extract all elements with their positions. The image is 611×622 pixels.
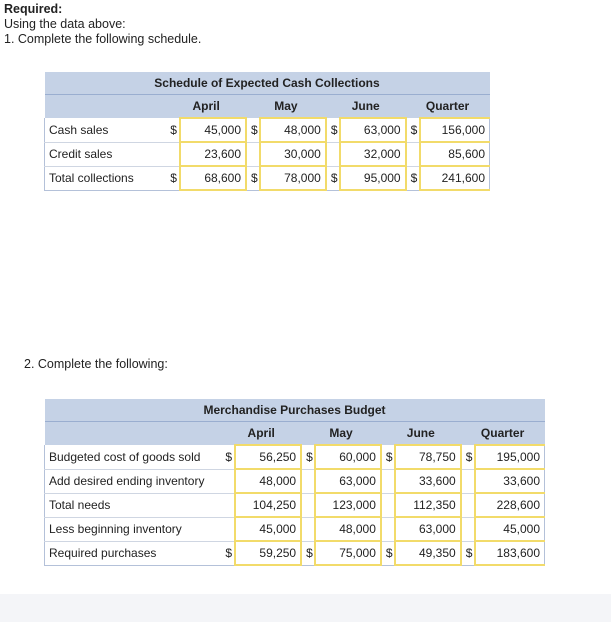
answer-cell[interactable]: 32,000 — [340, 142, 406, 166]
dollar-sign — [381, 493, 395, 517]
column-header-quarter: Quarter — [406, 95, 490, 119]
answer-cell[interactable]: 48,000 — [315, 517, 381, 541]
dollar-sign: $ — [166, 118, 180, 142]
dollar-sign: $ — [461, 541, 475, 565]
dollar-sign: $ — [246, 166, 260, 190]
answer-cell[interactable]: 75,000 — [315, 541, 381, 565]
dollar-sign: $ — [166, 166, 180, 190]
dollar-sign: $ — [301, 445, 315, 469]
dollar-sign: $ — [221, 445, 235, 469]
dollar-sign: $ — [406, 118, 420, 142]
column-header-may: May — [246, 95, 326, 119]
dollar-sign — [381, 517, 395, 541]
answer-cell[interactable]: 48,000 — [260, 118, 326, 142]
dollar-sign — [221, 469, 235, 493]
dollar-sign: $ — [406, 166, 420, 190]
using-data-text: Using the data above: — [4, 17, 126, 31]
dollar-sign: $ — [326, 118, 340, 142]
dollar-sign: $ — [381, 445, 395, 469]
answer-cell[interactable]: 63,000 — [395, 517, 461, 541]
question-1-text: 1. Complete the following schedule. — [4, 32, 202, 46]
row-label: Credit sales — [45, 142, 167, 166]
answer-cell[interactable]: 183,600 — [475, 541, 545, 565]
answer-cell[interactable]: 68,600 — [180, 166, 246, 190]
row-label: Cash sales — [45, 118, 167, 142]
column-header-may: May — [301, 422, 381, 446]
dollar-sign — [461, 517, 475, 541]
dollar-sign: $ — [461, 445, 475, 469]
schedule-title: Schedule of Expected Cash Collections — [45, 72, 490, 95]
answer-cell[interactable]: 56,250 — [235, 445, 301, 469]
row-label: Total collections — [45, 166, 167, 190]
dollar-sign — [221, 493, 235, 517]
answer-cell[interactable]: 104,250 — [235, 493, 301, 517]
table-row — [45, 142, 490, 166]
answer-cell[interactable]: 156,000 — [420, 118, 490, 142]
required-heading: Required: — [4, 2, 63, 16]
dollar-sign — [301, 469, 315, 493]
dollar-sign — [406, 142, 420, 166]
column-header-april: April — [166, 95, 246, 119]
dollar-sign — [301, 517, 315, 541]
answer-cell[interactable]: 123,000 — [315, 493, 381, 517]
question-2-text: 2. Complete the following: — [24, 357, 168, 371]
dollar-sign — [461, 493, 475, 517]
budget-title: Merchandise Purchases Budget — [45, 399, 545, 422]
column-header-april: April — [221, 422, 301, 446]
table-row — [45, 166, 490, 190]
answer-cell[interactable]: 78,000 — [260, 166, 326, 190]
dollar-sign: $ — [381, 541, 395, 565]
column-header-june: June — [381, 422, 461, 446]
answer-cell[interactable]: 49,350 — [395, 541, 461, 565]
dollar-sign: $ — [246, 118, 260, 142]
answer-cell[interactable]: 45,000 — [180, 118, 246, 142]
footer-band — [0, 594, 611, 622]
table-row — [45, 118, 490, 142]
dollar-sign: $ — [221, 541, 235, 565]
column-header-quarter: Quarter — [461, 422, 545, 446]
dollar-sign — [166, 142, 180, 166]
answer-cell[interactable]: 45,000 — [235, 517, 301, 541]
dollar-sign — [326, 142, 340, 166]
answer-cell[interactable]: 45,000 — [475, 517, 545, 541]
answer-cell[interactable]: 59,250 — [235, 541, 301, 565]
answer-cell[interactable]: 85,600 — [420, 142, 490, 166]
answer-cell[interactable]: 63,000 — [315, 469, 381, 493]
dollar-sign — [381, 469, 395, 493]
table-row — [45, 493, 545, 517]
instructions — [4, 2, 201, 47]
answer-cell[interactable]: 95,000 — [340, 166, 406, 190]
answer-cell[interactable]: 78,750 — [395, 445, 461, 469]
dollar-sign — [461, 469, 475, 493]
dollar-sign: $ — [326, 166, 340, 190]
dollar-sign — [246, 142, 260, 166]
row-label: Less beginning inventory — [45, 517, 222, 541]
dollar-sign — [301, 493, 315, 517]
answer-cell[interactable]: 112,350 — [395, 493, 461, 517]
answer-cell[interactable]: 228,600 — [475, 493, 545, 517]
answer-cell[interactable]: 48,000 — [235, 469, 301, 493]
row-label: Budgeted cost of goods sold — [45, 445, 222, 469]
row-label: Add desired ending inventory — [45, 469, 222, 493]
table-row — [45, 517, 545, 541]
column-header-june: June — [326, 95, 406, 119]
table-row — [45, 445, 545, 469]
dollar-sign — [221, 517, 235, 541]
merchandise-purchases-budget — [44, 399, 545, 566]
answer-cell[interactable]: 30,000 — [260, 142, 326, 166]
answer-cell[interactable]: 195,000 — [475, 445, 545, 469]
answer-cell[interactable]: 63,000 — [340, 118, 406, 142]
table-row — [45, 469, 545, 493]
dollar-sign: $ — [301, 541, 315, 565]
answer-cell[interactable]: 33,600 — [395, 469, 461, 493]
answer-cell[interactable]: 60,000 — [315, 445, 381, 469]
table-row — [45, 541, 545, 565]
cash-collections-schedule — [44, 72, 490, 191]
answer-cell[interactable]: 33,600 — [475, 469, 545, 493]
row-label: Required purchases — [45, 541, 222, 565]
answer-cell[interactable]: 23,600 — [180, 142, 246, 166]
answer-cell[interactable]: 241,600 — [420, 166, 490, 190]
row-label: Total needs — [45, 493, 222, 517]
